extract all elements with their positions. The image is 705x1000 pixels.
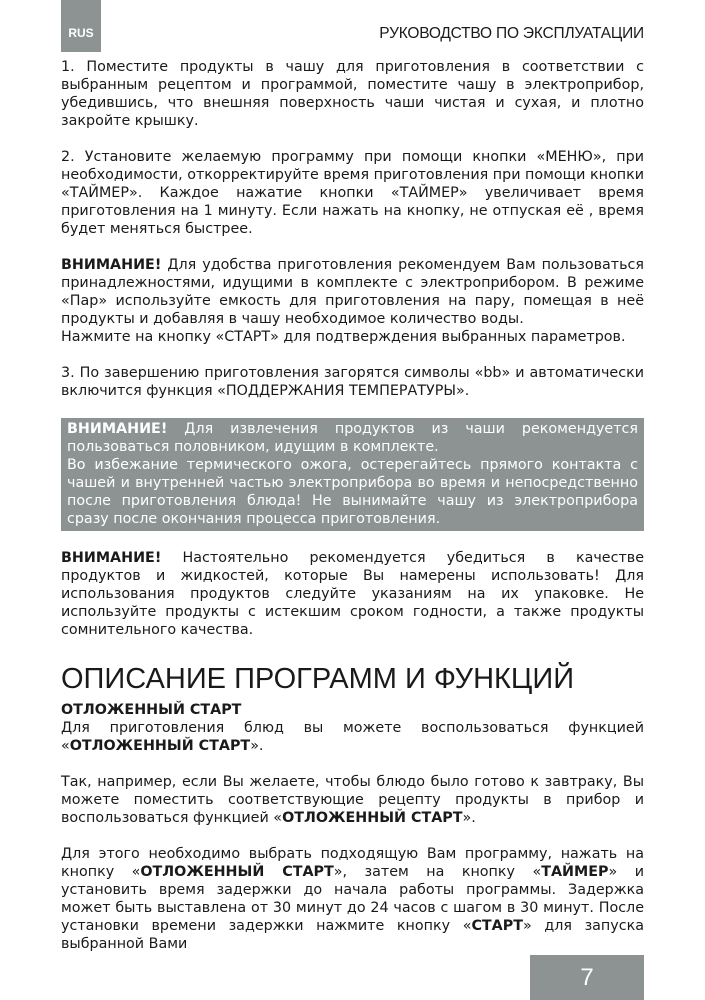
warning-label: ВНИМАНИЕ! [61, 257, 162, 273]
intro-text-a: Для приготовления блюд вы можете воспользоваться функцией « [61, 720, 644, 754]
language-label: RUS [68, 26, 94, 40]
intro-text-c: ». [250, 738, 264, 754]
delayed-start-example [61, 773, 644, 827]
warning-quality-paragraph [61, 549, 644, 639]
instr-bold-d: ТАЙМЕР [541, 864, 609, 880]
instr-text-a: Для этого необходимо выбрать подходящую Вам программу, нажать на кнопку « [61, 846, 644, 880]
delayed-start-instructions [61, 845, 644, 953]
example-bold: ОТЛОЖЕННЫЙ СТАРТ [282, 810, 463, 826]
note-ladle-paragraph [67, 420, 638, 456]
subsection-title: ОТЛОЖЕННЫЙ СТАРТ [61, 702, 242, 718]
note-label: ВНИМАНИЕ! [67, 421, 168, 437]
warning2-label: ВНИМАНИЕ! [61, 550, 162, 566]
page-number: 7 [580, 963, 594, 991]
warning-accessories-paragraph [61, 256, 644, 328]
section-title: ОПИСАНИЕ ПРОГРАММ И ФУНКЦИЙ [61, 663, 575, 695]
page-number-box [530, 955, 644, 1000]
instr-text-e: » и установить время задержки до начала работы программы. Задержка может быть выставлена от 30 минут до 24 часов с шагом в 30 минут. После установки времени задержки нажмите кнопку « [61, 864, 644, 934]
instr-text-c: », затем на кнопку « [333, 864, 542, 880]
document-title: РУКОВОДСТВО ПО ЭКСПЛУАТАЦИИ [379, 25, 644, 42]
delayed-start-intro [61, 719, 644, 755]
start-confirm-paragraph: Нажмите на кнопку «СТАРТ» для подтверждения выбранных параметров. [61, 329, 626, 345]
language-tab [61, 0, 101, 52]
note-burn-paragraph: Во избежание термического ожога, остерегайтесь прямого контакта с чашей и внутренней частью электроприбора во время и непосредственно после приготовления блюда! Не вынимайте чашу из электроприбора сразу после окончания процесса приготовления. [67, 457, 638, 527]
step-2-paragraph: 2. Установите желаемую программу при помощи кнопки «МЕНЮ», при необходимости, откорректируйте время приготовления при помощи кнопки «ТАЙМЕР». Каждое нажатие кнопки «ТАЙМЕР» увеличивает время приготовления на 1 минуту. Если нажать на кнопку, не отпуская её , время будет меняться быстрее. [61, 149, 644, 237]
warning2-text: Настоятельно рекомендуется убедиться в качестве продуктов и жидкостей, которые Вы намерены использовать! Для использования продуктов следуйте указаниям на их упаковке. Не используйте продукты с истекшим сроком годности, а также продукты сомнительного качества. [61, 550, 644, 638]
step-3-paragraph: 3. По завершению приготовления загорятся символы «bb» и автоматически включится функция «ПОДДЕРЖАНИЯ ТЕМПЕРАТУРЫ». [61, 365, 644, 399]
example-text-a: Так, например, если Вы желаете, чтобы блюдо было готово к завтраку, Вы можете поместить соответствующие рецепту продукты в прибор и воспользоваться функцией « [61, 774, 644, 826]
instr-text-g: » для запуска выбранной Вами [61, 918, 644, 952]
warning-note-box [61, 418, 644, 531]
step-1-paragraph: 1. Поместите продукты в чашу для приготовления в соответствии с выбранным рецептом и программой, поместите чашу в электроприбор, убедившись, что внешняя поверхность чаши чистая и сухая, и плотно закройте крышку. [61, 59, 644, 129]
note-text-1: Для извлечения продуктов из чаши рекомендуется пользоваться половником, идущим в комплекте. [67, 421, 638, 455]
intro-bold: ОТЛОЖЕННЫЙ СТАРТ [69, 738, 251, 754]
warning-text: Для удобства приготовления рекомендуем Вам пользоваться принадлежностями, идущими в комплекте с электроприбором. В режиме «Пар» используйте емкость для приготовления на пару, помещая в неё продукты и добавляя в чашу необходимое количество воды. [61, 257, 644, 327]
page-content [61, 58, 644, 953]
example-text-c: ». [462, 810, 476, 826]
instr-bold-b: ОТЛОЖЕННЫЙ СТАРТ [140, 864, 334, 880]
instr-bold-f: СТАРТ [471, 918, 523, 934]
